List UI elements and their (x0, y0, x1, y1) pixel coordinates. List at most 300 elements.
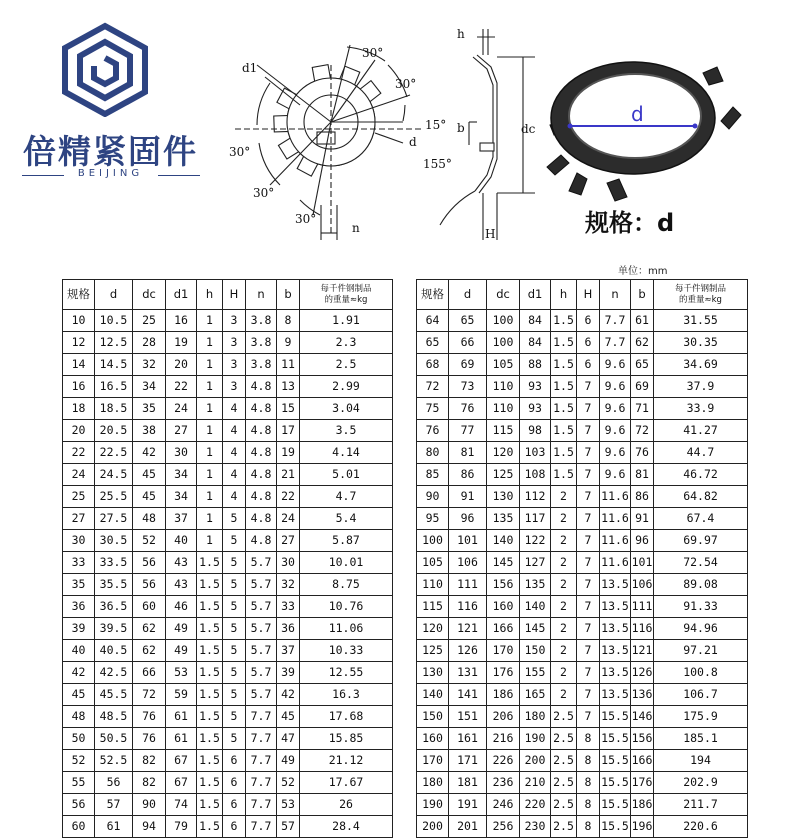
table-cell: 5.7 (246, 596, 277, 618)
table-cell: 186 (487, 684, 520, 706)
table-row (417, 552, 748, 574)
table-row (417, 640, 748, 662)
table-cell: 75 (417, 398, 449, 420)
table-cell: 140 (417, 684, 449, 706)
table-cell: 15.5 (600, 706, 631, 728)
table-cell: 15.5 (600, 750, 631, 772)
table-cell: 10.01 (300, 552, 393, 574)
table-cell: 194 (654, 750, 748, 772)
spec-table-left (62, 279, 393, 838)
table-cell: 7 (577, 662, 600, 684)
table-cell: 5.87 (300, 530, 393, 552)
table-cell: 4.8 (246, 420, 277, 442)
table-cell: 53 (277, 794, 300, 816)
table-row (63, 728, 393, 750)
table-cell: 60 (133, 596, 166, 618)
table-cell: 230 (520, 816, 551, 838)
table-cell: 5 (223, 596, 246, 618)
table-cell: 33 (277, 596, 300, 618)
table-row (63, 442, 393, 464)
table-cell: 94 (133, 816, 166, 838)
table-cell: 110 (487, 376, 520, 398)
table-cell: 171 (449, 750, 487, 772)
table-cell: 2.3 (300, 332, 393, 354)
table-cell: 15.5 (600, 816, 631, 838)
table-cell: 16 (63, 376, 95, 398)
table-cell: 1.5 (551, 464, 577, 486)
table-cell: 20.5 (95, 420, 133, 442)
table-cell: 67.4 (654, 508, 748, 530)
table-cell: 125 (487, 464, 520, 486)
brand-name-cn: 倍精紧固件 (23, 132, 198, 171)
table-row (417, 354, 748, 376)
table-cell: 131 (449, 662, 487, 684)
table-cell: 15.5 (600, 772, 631, 794)
table-cell: 105 (487, 354, 520, 376)
table-cell: 5 (223, 662, 246, 684)
table-cell: 4.8 (246, 398, 277, 420)
table-row (63, 618, 393, 640)
table-cell: 190 (520, 728, 551, 750)
table-cell: 1.5 (197, 640, 223, 662)
table-cell: 82 (133, 772, 166, 794)
table-cell: 2 (551, 640, 577, 662)
table-cell: 1 (197, 464, 223, 486)
table-cell: 7.7 (246, 772, 277, 794)
label-angle-30-lower-left: 30° (253, 186, 275, 200)
table-cell: 89.08 (654, 574, 748, 596)
table-cell: 76 (417, 420, 449, 442)
table-cell: 6 (223, 794, 246, 816)
table-cell: 2 (551, 552, 577, 574)
table-cell: 191 (449, 794, 487, 816)
table-cell: 96 (631, 530, 654, 552)
table-cell: 4 (223, 398, 246, 420)
table-cell: 7 (577, 596, 600, 618)
table-row (417, 486, 748, 508)
table-cell: 67 (166, 750, 197, 772)
table-cell: 2 (551, 684, 577, 706)
label-angle-15: 15° (425, 118, 447, 132)
table-cell: 43 (166, 552, 197, 574)
table-cell: 4.8 (246, 442, 277, 464)
col-header-weight (300, 280, 393, 310)
label-angle-30-bottom: 30° (295, 212, 317, 226)
unit-label: 单位：mm (618, 266, 668, 277)
table-cell: 34.69 (654, 354, 748, 376)
label-H: H (485, 227, 496, 241)
table-cell: 11 (277, 354, 300, 376)
table-cell: 84 (520, 332, 551, 354)
table-cell: 13.5 (600, 574, 631, 596)
col-header-d1: d1 (520, 280, 551, 310)
table-cell: 25 (63, 486, 95, 508)
table-cell: 1 (197, 420, 223, 442)
table-cell: 46 (166, 596, 197, 618)
table-cell: 5 (223, 574, 246, 596)
table-cell: 19 (166, 332, 197, 354)
table-cell: 141 (449, 684, 487, 706)
table-cell: 4.7 (300, 486, 393, 508)
table-cell: 88 (520, 354, 551, 376)
table-cell: 2.5 (551, 816, 577, 838)
table-cell: 77 (449, 420, 487, 442)
table-cell: 246 (487, 794, 520, 816)
table-cell: 7.7 (246, 728, 277, 750)
table-cell: 24.5 (95, 464, 133, 486)
table-cell: 125 (417, 640, 449, 662)
table-cell: 35 (63, 574, 95, 596)
table-cell: 39.5 (95, 618, 133, 640)
table-cell: 1 (197, 376, 223, 398)
table-cell: 22.5 (95, 442, 133, 464)
table-cell: 20 (63, 420, 95, 442)
table-cell: 1.5 (197, 772, 223, 794)
table-cell: 1.5 (551, 354, 577, 376)
table-cell: 1 (197, 310, 223, 332)
table-cell: 1.5 (197, 794, 223, 816)
table-cell: 36 (277, 618, 300, 640)
table-cell: 146 (631, 706, 654, 728)
table-cell: 69 (449, 354, 487, 376)
table-cell: 180 (520, 706, 551, 728)
table-cell: 32 (277, 574, 300, 596)
table-cell: 15 (277, 398, 300, 420)
table-cell: 47 (277, 728, 300, 750)
table-cell: 64.82 (654, 486, 748, 508)
table-cell: 1.5 (197, 706, 223, 728)
table-cell: 27.5 (95, 508, 133, 530)
label-h: h (457, 27, 465, 41)
col-header-n: n (246, 280, 277, 310)
table-row (417, 794, 748, 816)
table-cell: 39 (63, 618, 95, 640)
table-row (63, 310, 393, 332)
table-cell: 156 (631, 728, 654, 750)
col-header-weight (654, 280, 748, 310)
table-cell: 9.6 (600, 420, 631, 442)
table-cell: 3.8 (246, 354, 277, 376)
table-cell: 115 (417, 596, 449, 618)
table-cell: 61 (95, 816, 133, 838)
table-cell: 1.91 (300, 310, 393, 332)
table-cell: 71 (631, 398, 654, 420)
table-cell: 101 (449, 530, 487, 552)
table-cell: 140 (487, 530, 520, 552)
table-cell: 9.6 (600, 376, 631, 398)
table-cell: 226 (487, 750, 520, 772)
table-cell: 4.8 (246, 486, 277, 508)
table-cell: 7 (577, 376, 600, 398)
table-cell: 5.7 (246, 574, 277, 596)
col-header-n: n (600, 280, 631, 310)
table-cell: 145 (487, 552, 520, 574)
table-cell: 100.8 (654, 662, 748, 684)
table-cell: 44.7 (654, 442, 748, 464)
table-row (63, 354, 393, 376)
table-cell: 40 (63, 640, 95, 662)
table-cell: 10 (63, 310, 95, 332)
table-row (417, 684, 748, 706)
table-cell: 6 (223, 750, 246, 772)
table-cell: 68 (417, 354, 449, 376)
table-cell: 65 (449, 310, 487, 332)
table-row (63, 816, 393, 838)
table-cell: 2 (551, 486, 577, 508)
table-cell: 100 (487, 332, 520, 354)
table-cell: 35 (133, 398, 166, 420)
table-cell: 37.9 (654, 376, 748, 398)
table-cell: 100 (487, 310, 520, 332)
table-cell: 85 (417, 464, 449, 486)
table-cell: 7 (577, 574, 600, 596)
table-cell: 49 (277, 750, 300, 772)
col-header-spec: 规格 (63, 280, 95, 310)
hexagon-logo-icon (60, 22, 150, 117)
table-cell: 81 (631, 464, 654, 486)
table-cell: 52 (133, 530, 166, 552)
table-cell: 7 (577, 486, 600, 508)
table-cell: 4.14 (300, 442, 393, 464)
table-cell: 55 (63, 772, 95, 794)
table-cell: 3.5 (300, 420, 393, 442)
table-cell: 136 (631, 684, 654, 706)
table-cell: 5.01 (300, 464, 393, 486)
table-cell: 30 (63, 530, 95, 552)
table-cell: 7 (577, 684, 600, 706)
table-cell: 15.5 (600, 728, 631, 750)
table-row (63, 332, 393, 354)
table-cell: 60 (63, 816, 95, 838)
table-cell: 13 (277, 376, 300, 398)
table-cell: 5.7 (246, 662, 277, 684)
table-row (417, 508, 748, 530)
table-row (63, 420, 393, 442)
table-cell: 166 (631, 750, 654, 772)
table-cell: 42 (277, 684, 300, 706)
table-cell: 81 (449, 442, 487, 464)
table-cell: 3 (223, 354, 246, 376)
table-cell: 150 (417, 706, 449, 728)
table-cell: 43 (166, 574, 197, 596)
table-cell: 1.5 (551, 310, 577, 332)
table-cell: 7.7 (246, 794, 277, 816)
table-row (63, 530, 393, 552)
table-cell: 93 (520, 376, 551, 398)
table-cell: 80 (417, 442, 449, 464)
table-cell: 10.33 (300, 640, 393, 662)
col-header-h: h (197, 280, 223, 310)
table-body-right (417, 310, 748, 838)
table-cell: 67 (166, 772, 197, 794)
table-cell: 73 (449, 376, 487, 398)
table-cell: 66 (449, 332, 487, 354)
table-cell: 91 (449, 486, 487, 508)
table-cell: 140 (520, 596, 551, 618)
table-cell: 11.6 (600, 530, 631, 552)
table-cell: 7.7 (246, 706, 277, 728)
table-cell: 1.5 (551, 420, 577, 442)
table-cell: 206 (487, 706, 520, 728)
table-cell: 220 (520, 794, 551, 816)
table-cell: 5 (223, 706, 246, 728)
table-cell: 45.5 (95, 684, 133, 706)
table-cell: 7 (577, 706, 600, 728)
table-cell: 7 (577, 464, 600, 486)
table-cell: 74 (166, 794, 197, 816)
table-row (417, 574, 748, 596)
table-cell: 72 (631, 420, 654, 442)
table-cell: 24 (277, 508, 300, 530)
table-cell: 2 (551, 574, 577, 596)
label-dc: dc (521, 122, 536, 136)
table-cell: 7.7 (246, 816, 277, 838)
col-header-H: H (577, 280, 600, 310)
table-cell: 16.5 (95, 376, 133, 398)
table-cell: 2.5 (300, 354, 393, 376)
table-cell: 82 (133, 750, 166, 772)
table-row (63, 706, 393, 728)
table-row (63, 772, 393, 794)
table-cell: 1.5 (197, 750, 223, 772)
table-cell: 76 (133, 706, 166, 728)
table-cell: 9.6 (600, 464, 631, 486)
table-cell: 66 (133, 662, 166, 684)
table-cell: 90 (417, 486, 449, 508)
table-cell: 1.5 (197, 574, 223, 596)
table-cell: 42 (63, 662, 95, 684)
table-cell: 69 (631, 376, 654, 398)
table-body-left (63, 310, 393, 838)
table-cell: 22 (277, 486, 300, 508)
table-cell: 59 (166, 684, 197, 706)
table-cell: 1 (197, 530, 223, 552)
table-cell: 6 (577, 354, 600, 376)
table-cell: 1.5 (551, 442, 577, 464)
table-cell: 42 (133, 442, 166, 464)
table-cell: 94.96 (654, 618, 748, 640)
brand-divider-right (158, 175, 200, 176)
table-cell: 100 (417, 530, 449, 552)
table-row (63, 640, 393, 662)
table-cell: 170 (487, 640, 520, 662)
table-cell: 50 (63, 728, 95, 750)
table-cell: 4.8 (246, 530, 277, 552)
table-cell: 130 (417, 662, 449, 684)
table-cell: 56 (95, 772, 133, 794)
label-angle-30-upper-right: 30° (395, 77, 417, 91)
brand-logo (0, 0, 215, 200)
table-cell: 39 (277, 662, 300, 684)
table-cell: 13.5 (600, 662, 631, 684)
table-cell: 52 (277, 772, 300, 794)
table-cell: 13.5 (600, 618, 631, 640)
table-cell: 115 (487, 420, 520, 442)
table-cell: 8.75 (300, 574, 393, 596)
table-cell: 7 (577, 640, 600, 662)
table-cell: 24 (63, 464, 95, 486)
table-cell: 38 (133, 420, 166, 442)
table-cell: 1 (197, 508, 223, 530)
table-cell: 61 (631, 310, 654, 332)
table-cell: 2 (551, 662, 577, 684)
table-row (417, 816, 748, 838)
label-b: b (457, 121, 465, 135)
table-cell: 127 (520, 552, 551, 574)
table-cell: 4.8 (246, 464, 277, 486)
table-cell: 36 (63, 596, 95, 618)
table-cell: 210 (520, 772, 551, 794)
table-row (417, 772, 748, 794)
table-row (63, 596, 393, 618)
table-cell: 1.5 (197, 662, 223, 684)
table-cell: 2.5 (551, 794, 577, 816)
table-cell: 25 (133, 310, 166, 332)
table-cell: 1.5 (551, 398, 577, 420)
table-cell: 10.5 (95, 310, 133, 332)
table-cell: 41.27 (654, 420, 748, 442)
table-cell: 112 (520, 486, 551, 508)
table-cell: 56 (63, 794, 95, 816)
table-row (63, 398, 393, 420)
table-cell: 64 (417, 310, 449, 332)
table-cell: 5 (223, 618, 246, 640)
table-cell: 36.5 (95, 596, 133, 618)
table-cell: 2.5 (551, 772, 577, 794)
table-cell: 200 (520, 750, 551, 772)
brand-name-en-row (8, 168, 213, 182)
table-row (63, 464, 393, 486)
col-header-b: b (631, 280, 654, 310)
table-cell: 91.33 (654, 596, 748, 618)
table-cell: 97.21 (654, 640, 748, 662)
table-cell: 176 (487, 662, 520, 684)
table-row (417, 420, 748, 442)
table-row (417, 596, 748, 618)
table-cell: 5 (223, 640, 246, 662)
table-cell: 111 (449, 574, 487, 596)
table-cell: 13.5 (600, 596, 631, 618)
table-cell: 27 (63, 508, 95, 530)
label-angle-30-left: 30° (229, 145, 251, 159)
table-cell: 8 (277, 310, 300, 332)
table-cell: 27 (166, 420, 197, 442)
table-cell: 7.7 (600, 310, 631, 332)
table-cell: 52 (63, 750, 95, 772)
table-cell: 9.6 (600, 398, 631, 420)
table-row (63, 574, 393, 596)
table-cell: 37 (166, 508, 197, 530)
table-row (417, 618, 748, 640)
table-cell: 1.5 (551, 376, 577, 398)
table-cell: 4 (223, 420, 246, 442)
table-cell: 28.4 (300, 816, 393, 838)
table-cell: 12.5 (95, 332, 133, 354)
table-cell: 150 (520, 640, 551, 662)
table-row (63, 376, 393, 398)
table-cell: 7 (577, 398, 600, 420)
table-cell: 6 (223, 772, 246, 794)
photo-label-d: d (631, 102, 644, 126)
table-cell: 236 (487, 772, 520, 794)
weight-header-line2: 的重量≈kg (679, 294, 722, 305)
table-cell: 122 (520, 530, 551, 552)
table-cell: 33.5 (95, 552, 133, 574)
table-cell: 1 (197, 332, 223, 354)
table-row (63, 508, 393, 530)
table-cell: 110 (487, 398, 520, 420)
table-cell: 5.4 (300, 508, 393, 530)
